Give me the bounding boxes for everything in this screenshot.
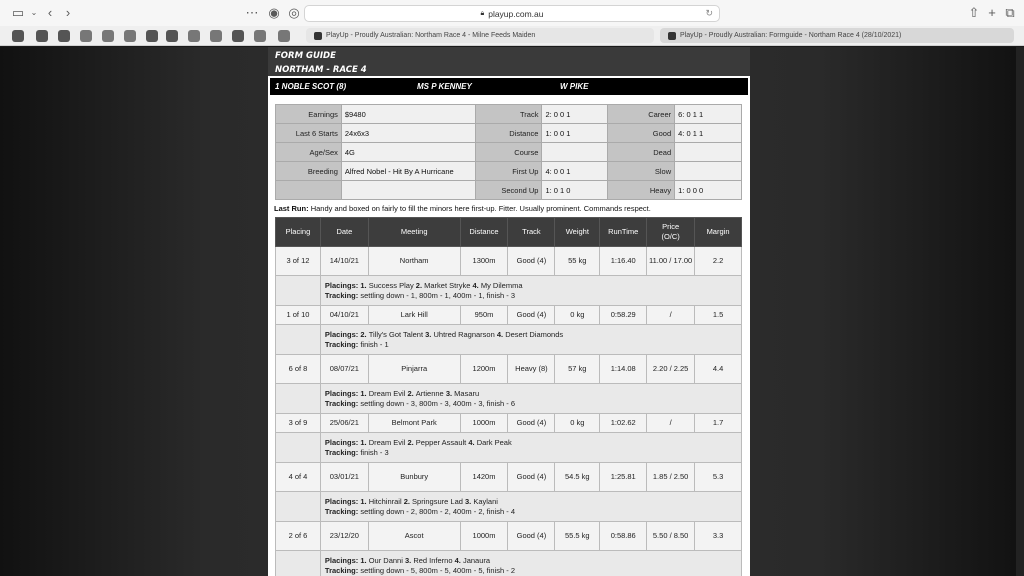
stat-label	[276, 181, 342, 200]
tracking-label: Tracking:	[324, 565, 361, 575]
bookmark-icon[interactable]	[102, 30, 114, 42]
cell-placing: 6 of 8	[276, 355, 321, 384]
placing-horse: Market Stryke	[424, 281, 473, 290]
stat-label: Distance	[475, 124, 542, 143]
placing-horse: Uhtred Ragnarson	[433, 330, 497, 339]
table-row-detail	[276, 384, 742, 414]
cell-weight: 55.5 kg	[555, 522, 600, 551]
stats-row	[276, 143, 742, 162]
cell-meeting: Pinjarra	[368, 355, 460, 384]
placing-position: 1.	[360, 281, 369, 290]
cell-distance: 950m	[460, 306, 508, 325]
tracking-label: Tracking:	[324, 290, 361, 300]
run-detail	[320, 276, 741, 306]
placing-position: 2.	[403, 497, 413, 506]
runner-bar	[270, 78, 748, 95]
forward-icon[interactable]: ›	[65, 5, 71, 20]
cell-date: 04/10/21	[320, 306, 368, 325]
cell-margin: 3.3	[695, 522, 742, 551]
cell-track: Good (4)	[508, 522, 555, 551]
cell-weight: 55 kg	[555, 247, 600, 276]
scrollbar[interactable]	[1016, 47, 1024, 576]
run-detail	[320, 325, 741, 355]
reload-icon[interactable]: ↻	[705, 8, 713, 18]
last-run-comment	[274, 204, 744, 213]
placing-horse: My Dilemma	[480, 281, 523, 290]
tab-title: PlayUp - Proudly Australian: Formguide - Northam Race 4 (28/10/2021)	[680, 32, 902, 39]
placing-horse: Dream Evil	[368, 389, 408, 398]
table-row-detail	[276, 433, 742, 463]
bookmarks-bar	[0, 26, 1024, 46]
column-header: Track	[508, 218, 555, 247]
stat-label: Course	[475, 143, 542, 162]
cell-margin: 4.4	[695, 355, 742, 384]
tab-title: PlayUp - Proudly Australian: Northam Race 4 - Milne Feeds Maiden	[326, 32, 536, 39]
cell-distance: 1420m	[460, 463, 508, 492]
detail-spacer	[276, 492, 321, 522]
stat-value	[675, 143, 742, 162]
cell-track: Good (4)	[508, 247, 555, 276]
cell-runtime: 0:58.86	[600, 522, 647, 551]
placing-horse: Dream Evil	[368, 438, 408, 447]
cell-placing: 2 of 6	[276, 522, 321, 551]
cell-track: Good (4)	[508, 414, 555, 433]
stat-value	[542, 143, 608, 162]
tracking-label: Tracking:	[324, 506, 361, 516]
bookmark-icon[interactable]	[12, 30, 24, 42]
cell-meeting: Belmont Park	[368, 414, 460, 433]
placings-label: Placings:	[324, 556, 361, 565]
cell-margin: 1.7	[695, 414, 742, 433]
placing-horse: Success Play	[368, 281, 416, 290]
cell-track: Heavy (8)	[508, 355, 555, 384]
table-row	[276, 355, 742, 384]
placing-position: 1.	[360, 497, 369, 506]
playup-favicon-icon	[314, 32, 322, 40]
runner-name: 1 NOBLE SCOT (8)	[275, 82, 347, 91]
tracking-line	[325, 507, 737, 517]
cell-date: 23/12/20	[320, 522, 368, 551]
placing-position: 4.	[496, 330, 506, 339]
table-row-detail	[276, 551, 742, 576]
cell-meeting: Bunbury	[368, 463, 460, 492]
stat-value: 6: 0 1 1	[675, 105, 742, 124]
table-row-detail	[276, 276, 742, 306]
chevron-down-icon[interactable]: ⌄	[30, 8, 38, 17]
bookmark-icon[interactable]	[124, 30, 136, 42]
placings-label: Placings:	[324, 438, 361, 447]
bookmark-icon[interactable]	[188, 30, 200, 42]
tracking-line	[325, 291, 737, 301]
placing-horse: Janaura	[462, 556, 491, 565]
grid-icon[interactable]: ⋯	[245, 5, 259, 20]
tracking-text: settling down - 1, 800m - 1, 400m - 1, finish - 3	[360, 290, 515, 300]
placing-position: 3.	[404, 556, 414, 565]
run-detail	[320, 384, 741, 414]
run-detail	[320, 492, 741, 522]
placings-line	[325, 389, 737, 399]
placing-position: 3.	[445, 389, 455, 398]
stat-label: Dead	[608, 143, 675, 162]
tracking-text: settling down - 5, 800m - 5, 400m - 5, finish - 2	[360, 565, 515, 575]
cell-placing: 3 of 12	[276, 247, 321, 276]
placing-horse: Red Inferno	[413, 556, 455, 565]
stat-label: Earnings	[276, 105, 342, 124]
playup-favicon-icon	[668, 32, 676, 40]
stat-value	[341, 181, 475, 200]
stats-row	[276, 105, 742, 124]
cell-distance: 1300m	[460, 247, 508, 276]
cell-margin: 5.3	[695, 463, 742, 492]
placing-position: 1.	[360, 438, 369, 447]
placing-position: 2.	[407, 389, 416, 398]
placing-horse: Springsure Lad	[412, 497, 465, 506]
column-header-text: Price	[662, 222, 680, 231]
placing-horse: Tilly's Got Talent	[368, 330, 426, 339]
stat-value: 1: 0 1 0	[542, 181, 608, 200]
cell-placing: 1 of 10	[276, 306, 321, 325]
lock-icon: 🔒︎	[480, 9, 485, 17]
placing-position: 2.	[360, 330, 369, 339]
cell-placing: 4 of 4	[276, 463, 321, 492]
bookmark-icon[interactable]	[232, 30, 244, 42]
stat-label: Last 6 Starts	[276, 124, 342, 143]
cell-price: 2.20 / 2.25	[647, 355, 695, 384]
bookmark-icon[interactable]	[254, 30, 266, 42]
trainer-name: MS P KENNEY	[417, 82, 472, 91]
cell-date: 14/10/21	[320, 247, 368, 276]
cell-distance: 1000m	[460, 522, 508, 551]
last-run-text: Handy and boxed on fairly to fill the minors here first-up. Fitter. Usually prominent. Commands respect.	[310, 204, 651, 213]
tracking-label: Tracking:	[324, 447, 361, 457]
placings-label: Placings:	[324, 389, 361, 398]
cell-weight: 0 kg	[555, 414, 600, 433]
placings-line	[325, 556, 737, 566]
column-header: RunTime	[600, 218, 647, 247]
detail-spacer	[276, 276, 321, 306]
stat-value: 4: 0 1 1	[675, 124, 742, 143]
stat-label: Slow	[608, 162, 675, 181]
runs-table-header	[276, 218, 742, 247]
placing-horse: Dark Peak	[476, 438, 512, 447]
placings-label: Placings:	[324, 497, 361, 506]
placing-horse: Desert Diamonds	[505, 330, 564, 339]
bookmark-icon[interactable]	[278, 30, 290, 42]
tab-formguide[interactable]	[660, 28, 1014, 43]
detail-spacer	[276, 325, 321, 355]
cell-price: 11.00 / 17.00	[647, 247, 695, 276]
cell-meeting: Lark Hill	[368, 306, 460, 325]
cell-weight: 54.5 kg	[555, 463, 600, 492]
jockey-name: W PIKE	[560, 82, 589, 91]
tracking-text: finish - 3	[360, 447, 389, 457]
placing-horse: Kaylani	[473, 497, 498, 506]
cell-track: Good (4)	[508, 306, 555, 325]
column-header: Weight	[555, 218, 600, 247]
placing-horse: Our Danni	[368, 556, 405, 565]
column-header: Date	[320, 218, 368, 247]
column-header	[647, 218, 695, 247]
placing-position: 4.	[454, 556, 463, 565]
run-detail	[320, 433, 741, 463]
placing-horse: Hitchinrail	[368, 497, 404, 506]
detail-spacer	[276, 433, 321, 463]
stat-label: Good	[608, 124, 675, 143]
placings-label: Placings:	[324, 330, 361, 339]
placing-horse: Artienne	[415, 389, 446, 398]
tracking-line	[325, 399, 737, 409]
tracking-text: settling down - 3, 800m - 3, 400m - 3, finish - 6	[360, 398, 515, 408]
stats-row	[276, 124, 742, 143]
stat-label: Track	[475, 105, 542, 124]
placing-horse: Masaru	[454, 389, 480, 398]
table-row-detail	[276, 492, 742, 522]
stat-value: 1: 0 0 0	[675, 181, 742, 200]
placing-position: 3.	[425, 330, 434, 339]
cell-weight: 0 kg	[555, 306, 600, 325]
stat-value: 24x6x3	[341, 124, 475, 143]
placing-position: 1.	[360, 556, 369, 565]
stat-value: Alfred Nobel - Hit By A Hurricane	[341, 162, 475, 181]
detail-spacer	[276, 384, 321, 414]
privacy-icon[interactable]: ◎	[288, 5, 300, 20]
back-icon[interactable]: ‹	[47, 5, 53, 20]
stat-label: Age/Sex	[276, 143, 342, 162]
share-icon[interactable]: ⇧	[968, 5, 980, 20]
column-header: Margin	[695, 218, 742, 247]
cell-margin: 2.2	[695, 247, 742, 276]
cell-weight: 57 kg	[555, 355, 600, 384]
placing-position: 1.	[360, 389, 369, 398]
cell-distance: 1200m	[460, 355, 508, 384]
sidebar-icon[interactable]: ▭	[11, 5, 25, 20]
last-run-label: Last Run:	[274, 204, 309, 213]
runs-table	[275, 217, 742, 576]
stats-row	[276, 162, 742, 181]
cell-track: Good (4)	[508, 463, 555, 492]
stat-label: First Up	[475, 162, 542, 181]
cell-runtime: 1:16.40	[600, 247, 647, 276]
placing-horse: Pepper Assault	[415, 438, 469, 447]
bookmark-icon[interactable]	[36, 30, 48, 42]
table-row	[276, 522, 742, 551]
cell-date: 08/07/21	[320, 355, 368, 384]
stat-label: Career	[608, 105, 675, 124]
stat-label: Heavy	[608, 181, 675, 200]
column-header: Distance	[460, 218, 508, 247]
tracking-text: settling down - 2, 800m - 2, 400m - 2, finish - 4	[360, 506, 515, 516]
tab-race[interactable]	[306, 28, 654, 43]
placing-position: 3.	[465, 497, 474, 506]
cell-distance: 1000m	[460, 414, 508, 433]
page-title: FORM GUIDE	[268, 47, 750, 63]
tracking-label: Tracking:	[324, 339, 361, 349]
cell-runtime: 1:14.08	[600, 355, 647, 384]
cell-placing: 3 of 9	[276, 414, 321, 433]
column-header: Meeting	[368, 218, 460, 247]
cell-meeting: Ascot	[368, 522, 460, 551]
table-row	[276, 306, 742, 325]
extension-icon[interactable]: ◉	[268, 5, 280, 20]
form-guide-content	[268, 47, 750, 576]
stat-value: 4: 0 0 1	[542, 162, 608, 181]
stat-value: 1: 0 0 1	[542, 124, 608, 143]
column-header-text: (O/C)	[661, 232, 680, 241]
placings-label: Placings:	[324, 281, 361, 290]
tabs-icon[interactable]: ⧉	[1005, 5, 1015, 20]
placing-position: 2.	[407, 438, 416, 447]
cell-date: 03/01/21	[320, 463, 368, 492]
bookmark-icon[interactable]	[80, 30, 92, 42]
cell-margin: 1.5	[695, 306, 742, 325]
address-bar[interactable]	[304, 5, 720, 22]
table-row	[276, 247, 742, 276]
placings-line	[325, 497, 737, 507]
cell-price: 5.50 / 8.50	[647, 522, 695, 551]
tracking-text: finish - 1	[360, 339, 389, 349]
placing-position: 4.	[468, 438, 477, 447]
stat-value: 4G	[341, 143, 475, 162]
bookmark-icon[interactable]	[210, 30, 222, 42]
tracking-line	[325, 340, 737, 350]
cell-runtime: 1:02.62	[600, 414, 647, 433]
placings-line	[325, 281, 737, 291]
stats-row	[276, 181, 742, 200]
detail-spacer	[276, 551, 321, 576]
placing-position: 4.	[472, 281, 481, 290]
bookmark-icon[interactable]	[58, 30, 70, 42]
cell-runtime: 0:58.29	[600, 306, 647, 325]
table-row	[276, 414, 742, 433]
tracking-line	[325, 566, 737, 576]
tracking-label: Tracking:	[324, 398, 361, 408]
race-subtitle: NORTHAM - RACE 4	[268, 63, 750, 78]
stat-value: $9480	[341, 105, 475, 124]
stat-value: 2: 0 0 1	[542, 105, 608, 124]
tracking-line	[325, 448, 737, 458]
column-header: Placing	[276, 218, 321, 247]
url-text: playup.com.au	[488, 8, 544, 19]
bookmark-icon[interactable]	[166, 30, 178, 42]
cell-meeting: Northam	[368, 247, 460, 276]
table-row	[276, 463, 742, 492]
bookmark-icon[interactable]	[146, 30, 158, 42]
stats-table	[275, 104, 742, 200]
browser-toolbar	[0, 0, 1024, 26]
placings-line	[325, 438, 737, 448]
stat-value	[675, 162, 742, 181]
cell-price: /	[647, 414, 695, 433]
placings-line	[325, 330, 737, 340]
stat-label: Breeding	[276, 162, 342, 181]
cell-price: 1.85 / 2.50	[647, 463, 695, 492]
run-detail	[320, 551, 741, 576]
stat-label: Second Up	[475, 181, 542, 200]
table-row-detail	[276, 325, 742, 355]
cell-price: /	[647, 306, 695, 325]
placing-position: 2.	[415, 281, 425, 290]
cell-date: 25/06/21	[320, 414, 368, 433]
new-tab-icon[interactable]: +	[988, 5, 996, 20]
cell-runtime: 1:25.81	[600, 463, 647, 492]
